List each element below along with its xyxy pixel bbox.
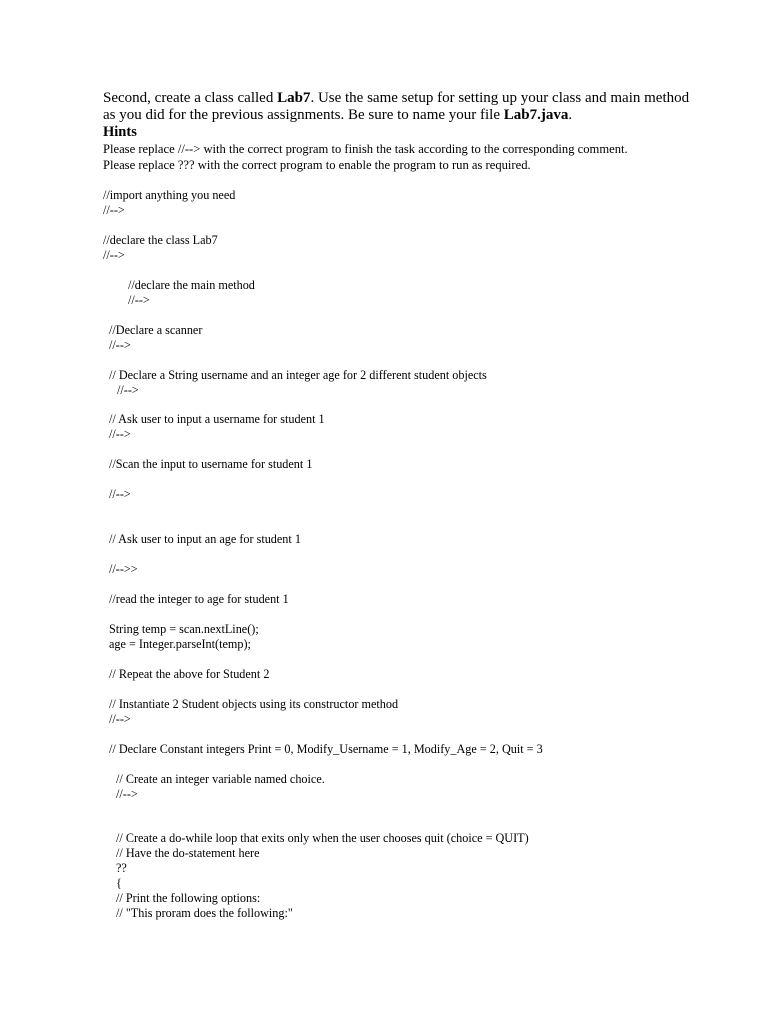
code-line: //declare the class Lab7: [103, 233, 218, 247]
code-line: //-->: [116, 787, 138, 801]
code-line: // Declare Constant integers Print = 0, Modify_Username = 1, Modify_Age = 2, Quit = 3: [109, 742, 543, 756]
hint-line: Please replace ??? with the correct program to enable the program to run as required.: [103, 158, 531, 172]
code-line: // Ask user to input a username for student 1: [109, 412, 325, 426]
code-line: String temp = scan.nextLine();: [109, 622, 259, 636]
intro-paragraph: [103, 90, 703, 124]
code-line: // Have the do-statement here: [116, 846, 260, 860]
hint-line: Please replace //--> with the correct program to finish the task according to the corresponding comment.: [103, 142, 628, 156]
code-line: // Print the following options:: [116, 891, 261, 905]
code-line: //-->: [103, 248, 125, 262]
code-line: //-->: [109, 427, 131, 441]
code-line: //-->: [109, 712, 131, 726]
hints-heading: Hints: [103, 124, 137, 140]
code-line: ??: [116, 861, 127, 875]
code-line: // Repeat the above for Student 2: [109, 667, 270, 681]
code-line: //read the integer to age for student 1: [109, 592, 289, 606]
code-line: //-->: [103, 203, 125, 217]
code-line: // Create an integer variable named choice.: [116, 772, 325, 786]
code-line: //-->: [117, 383, 139, 397]
code-line: // "This proram does the following:": [116, 906, 293, 920]
code-line: // Create a do-while loop that exits only when the user chooses quit (choice = QUIT): [116, 831, 529, 845]
code-line: //Scan the input to username for student 1: [109, 457, 313, 471]
code-line: {: [116, 876, 122, 890]
code-line: //import anything you need: [103, 188, 236, 202]
intro-text-2: . Use the same setup for setting up your class and main method as you did for the previous assignments. Be sure to name your file: [103, 90, 690, 123]
code-line: // Ask user to input an age for student 1: [109, 532, 301, 546]
code-line: age = Integer.parseInt(temp);: [109, 637, 251, 651]
code-line: //Declare a scanner: [109, 323, 203, 337]
code-line: // Instantiate 2 Student objects using its constructor method: [109, 697, 399, 711]
code-line: //declare the main method: [128, 278, 255, 292]
code-line: // Declare a String username and an integer age for 2 different student objects: [109, 368, 487, 382]
code-line: //-->: [109, 338, 131, 352]
code-line: //-->: [109, 487, 131, 501]
intro-file-name: Lab7.java: [503, 107, 569, 123]
code-line: //-->: [128, 293, 150, 307]
intro-text-3: .: [568, 107, 573, 123]
intro-class-name: Lab7: [277, 90, 311, 106]
code-line: //-->>: [109, 562, 138, 576]
intro-text-1: Second, create a class called: [103, 90, 278, 106]
